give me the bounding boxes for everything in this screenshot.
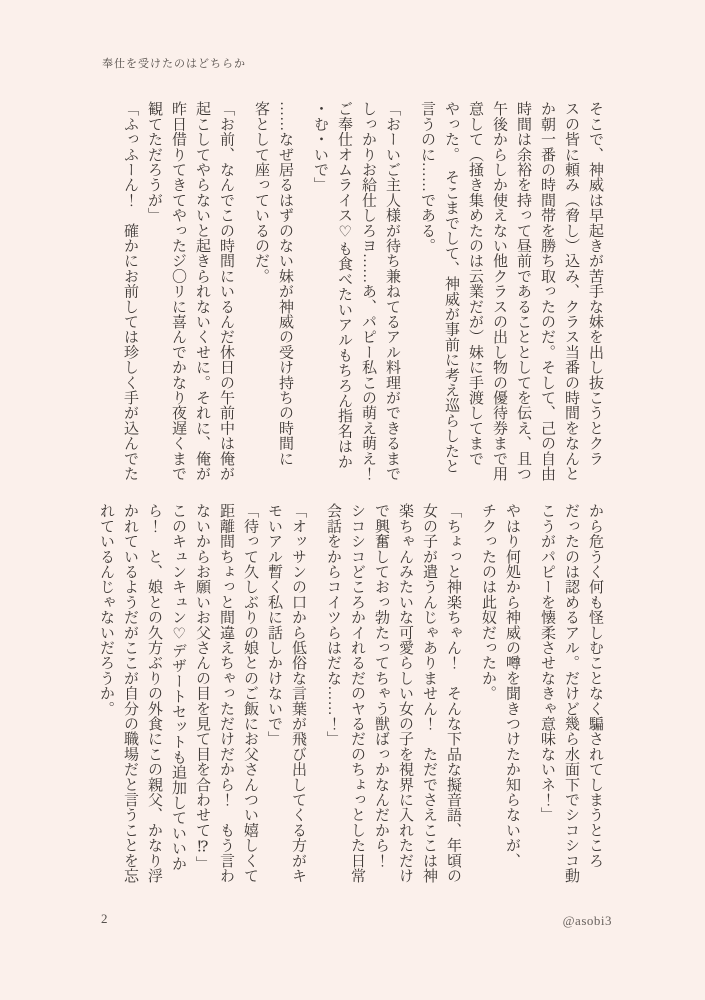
paragraph-group bbox=[415, 101, 607, 481]
text-line: か朝一番の時間帯を勝ち取ったのだ。そして、己の自由 bbox=[539, 101, 555, 481]
running-header-title: 奉仕を受けたのはどちらか bbox=[102, 58, 246, 70]
page-number: 2 bbox=[101, 911, 108, 926]
text-line: 言うのに……である。 bbox=[419, 101, 435, 253]
text-line: だったのは認めるアル。だけど幾ら水面下でシコシコ動 bbox=[563, 503, 579, 883]
text-line: 「ちょっと神楽ちゃん！ そんな下品な擬音語、年頃の bbox=[445, 503, 461, 883]
text-line: やはり何処から神威の噂を聞きつけたか知らないが、 bbox=[504, 503, 520, 868]
text-line: ……なぜ居るはずのない妹が神威の受け持ちの時間に bbox=[277, 101, 293, 466]
text-line: ご奉仕オムライス♡も食べたいアルもちろん指名はか bbox=[336, 101, 352, 469]
text-line: 観てただろうが」 bbox=[146, 101, 162, 223]
paragraph-group bbox=[535, 503, 607, 901]
text-line: モいアル暫く私に話しかけないで」 bbox=[266, 503, 282, 747]
paragraph-group bbox=[321, 503, 465, 901]
paragraph-group bbox=[94, 503, 310, 901]
text-line: 「待って久しぶりの娘とのご飯にお父さんつい嬉しくて bbox=[242, 503, 258, 883]
text-line: やった。 そこまでして、神威が事前に考え巡らしたと bbox=[443, 101, 459, 474]
paragraph-group bbox=[118, 101, 238, 481]
text-line: このキュンキュン♡デザートセットも追加していいか bbox=[170, 503, 186, 871]
text-line: かれているようだがここが自分の職場だと言うことを忘 bbox=[122, 503, 138, 883]
text-line: れているんじゃないだろうか。 bbox=[98, 503, 114, 716]
text-line: 会話をからコイツらはだな……！」 bbox=[325, 503, 341, 747]
paragraph-group bbox=[308, 101, 404, 481]
text-line: 昨日借りてきてやったジ〇リに喜んでかなり夜遅くまで bbox=[170, 101, 186, 481]
text-line: から危うく何も怪しむことなく騙されてしまうところ bbox=[587, 503, 603, 868]
text-line: ・む・いで」 bbox=[312, 101, 328, 193]
text-line: こうがパピーを懐柔させなきゃ意味ないネ！」 bbox=[539, 503, 555, 823]
text-line: チクったのは此奴だったか。 bbox=[480, 503, 496, 701]
text-line: 「おーいご主人様が待ち兼ねてるアル料理ができるまで bbox=[384, 101, 400, 481]
text-line: 「お前、なんでこの時間にいるんだ休日の午前中は俺が bbox=[218, 101, 234, 481]
paragraph-group bbox=[249, 101, 297, 481]
text-line: スの皆に頼み（脅し）込み、クラス当番の時間をなんと bbox=[563, 101, 579, 481]
text-line: 意して（掻き集めたのは云業だが）妹に手渡してまで bbox=[467, 101, 483, 466]
text-line: 「ふっふーん！ 確かにお前しては珍しく手が込んでた bbox=[122, 101, 138, 481]
text-block-top bbox=[118, 101, 607, 481]
text-line: 距離間ちょっと間違えちゃっただけだから！ もう言わ bbox=[218, 503, 234, 883]
paragraph-group bbox=[476, 503, 524, 901]
text-line: 起こしてやらないと起きられないくせに。それに、俺が bbox=[194, 101, 210, 481]
text-line: ら！ と、娘との久方ぶりの外食にこの親父、かなり浮 bbox=[146, 503, 162, 883]
text-block-bottom bbox=[94, 503, 607, 901]
text-line: 午後からしか使えない他クラスの出し物の優待券まで用 bbox=[491, 101, 507, 481]
text-line: ないからお願いお父さんの目を見て目を合わせて⁉」 bbox=[194, 503, 210, 871]
text-line: 女の子が遣うんじゃありません！ ただでさえここは神 bbox=[421, 503, 437, 883]
author-credit: @asobi3 bbox=[562, 913, 612, 928]
text-line: 時間は余裕を持って昼前であることとしてを伝え、且つ bbox=[515, 101, 531, 481]
text-line: そこで、神威は早起きが苦手な妹を出し抜こうとクラ bbox=[587, 101, 603, 466]
text-line: しっかりお給仕しろヨ……あ、パピー私この萌え萌え！ bbox=[360, 101, 376, 481]
text-line: シコシコどころかイれるだのヤるだのちょっとした日常 bbox=[349, 503, 365, 883]
text-line: 「オッサンの口から低俗な言葉が飛び出してくる方がキ bbox=[290, 503, 306, 883]
text-line: で興奮しておっ勃たってちゃう獣ばっかなんだから！ bbox=[373, 503, 389, 868]
text-line: 客として座っているのだ。 bbox=[253, 101, 269, 284]
text-line: 楽ちゃんみたいな可愛らしい女の子を視界に入れただけ bbox=[397, 503, 413, 883]
